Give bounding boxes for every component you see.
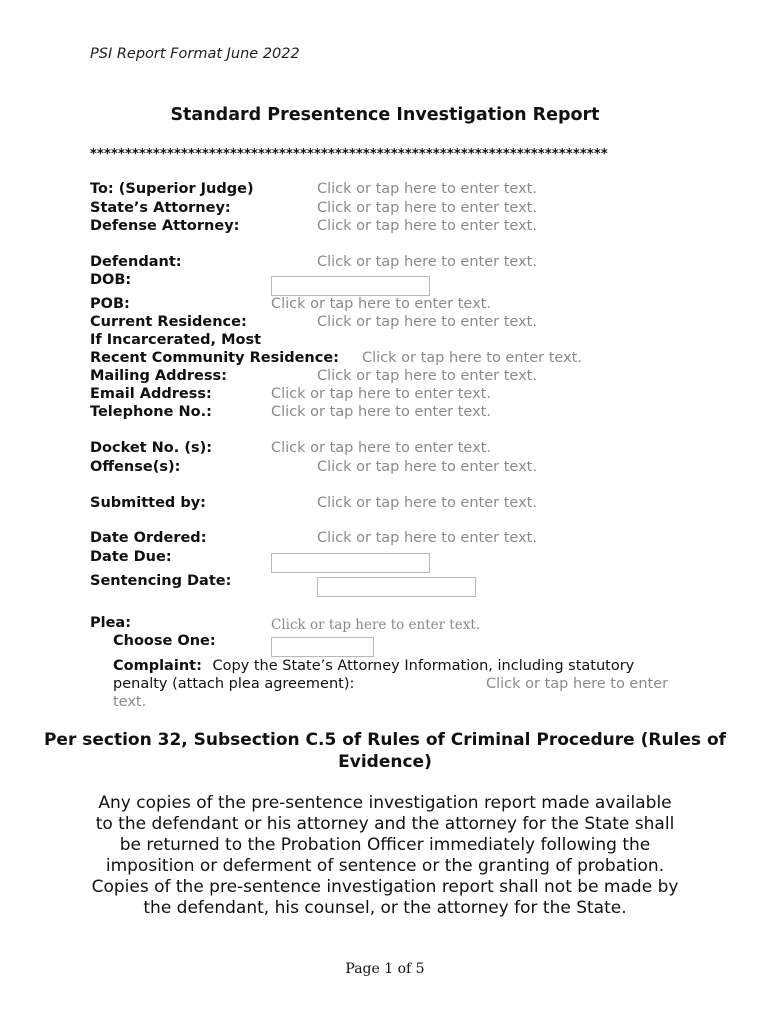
submitted-by-label: Submitted by: <box>90 495 206 511</box>
mailing-address-label: Mailing Address: <box>90 368 227 384</box>
docket-field[interactable]: Click or tap here to enter text. <box>271 440 491 456</box>
email-address-field[interactable]: Click or tap here to enter text. <box>271 386 491 402</box>
submitted-by-field[interactable]: Click or tap here to enter text. <box>317 495 537 511</box>
states-attorney-field[interactable]: Click or tap here to enter text. <box>317 200 537 216</box>
offenses-label: Offense(s): <box>90 459 181 475</box>
date-due-label: Date Due: <box>90 549 172 565</box>
states-attorney-label: State’s Attorney: <box>90 200 231 216</box>
current-residence-label: Current Residence: <box>90 314 247 330</box>
separator-line: ************************************************************************** <box>90 147 608 162</box>
pob-label: POB: <box>90 296 130 312</box>
recent-community-label: Recent Community Residence: <box>90 350 339 366</box>
email-address-label: Email Address: <box>90 386 212 402</box>
complaint-text: Copy the State’s Attorney Information, including statutory penalty (attach plea agreement): <box>113 658 635 692</box>
dob-date-field[interactable] <box>271 276 430 296</box>
mailing-address-field[interactable]: Click or tap here to enter text. <box>317 368 537 384</box>
to-label: To: (Superior Judge) <box>90 181 254 197</box>
sentencing-date-label: Sentencing Date: <box>90 573 232 589</box>
plea-label: Plea: <box>90 615 132 631</box>
defense-attorney-label: Defense Attorney: <box>90 218 240 234</box>
telephone-field[interactable]: Click or tap here to enter text. <box>271 404 491 420</box>
choose-one-dropdown[interactable] <box>271 637 374 657</box>
offenses-field[interactable]: Click or tap here to enter text. <box>317 459 537 475</box>
complaint-label: Complaint: <box>113 658 202 674</box>
if-incarcerated-label: If Incarcerated, Most <box>90 332 262 348</box>
page-number: Page 1 of 5 <box>345 961 425 977</box>
date-due-field[interactable] <box>271 553 430 573</box>
report-title: Standard Presentence Investigation Report <box>170 105 600 125</box>
to-field[interactable]: Click or tap here to enter text. <box>317 181 537 197</box>
section-heading: Per section 32, Subsection C.5 of Rules of Criminal Procedure (Rules of Evidence) <box>43 730 727 772</box>
date-ordered-label: Date Ordered: <box>90 530 207 546</box>
complaint-block <box>113 657 673 711</box>
dob-label: DOB: <box>90 272 132 288</box>
current-residence-field[interactable]: Click or tap here to enter text. <box>317 314 537 330</box>
choose-one-label: Choose One: <box>113 633 216 649</box>
recent-community-field[interactable]: Click or tap here to enter text. <box>362 350 582 366</box>
plea-field[interactable]: Click or tap here to enter text. <box>271 617 481 633</box>
defendant-field[interactable]: Click or tap here to enter text. <box>317 254 537 270</box>
complaint-field[interactable]: Click or tap here to enter text. <box>113 676 669 710</box>
defense-attorney-field[interactable]: Click or tap here to enter text. <box>317 218 537 234</box>
docket-label: Docket No. (s): <box>90 440 212 456</box>
date-ordered-field[interactable]: Click or tap here to enter text. <box>317 530 537 546</box>
defendant-label: Defendant: <box>90 254 182 270</box>
sentencing-date-field[interactable] <box>317 577 476 597</box>
notice-paragraph: Any copies of the pre-sentence investigation report made available to the defendant or his attorney and the attorney for the State shall be returned to the Probation Officer immediately following the imposition or deferment of sentence or the granting of probation. Copies of the pre-sentence investigation report shall not be made by the defendant, his counsel, or the attorney for the State. <box>91 793 679 918</box>
telephone-label: Telephone No.: <box>90 404 212 420</box>
pob-field[interactable]: Click or tap here to enter text. <box>271 296 491 312</box>
page-header: PSI Report Format June 2022 <box>90 46 300 62</box>
